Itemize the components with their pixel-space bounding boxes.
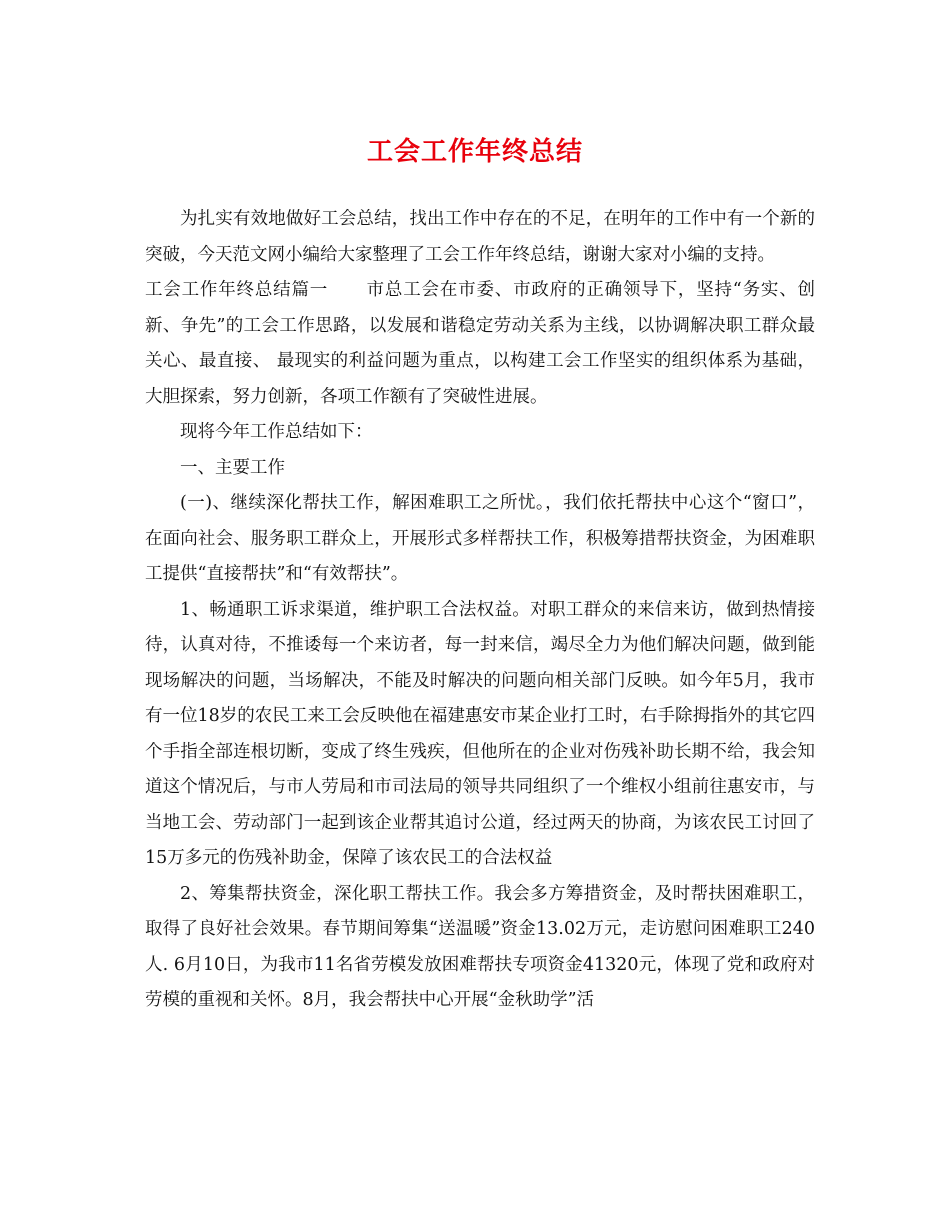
paragraph-item-one: (一)、继续深化帮扶工作，解困难职工之所忧。，我们依托帮扶中心这个“窗口”，在面向社会、服务职工群众上，开展形式多样帮扶工作，积极筹措帮扶资金，为困难职工提供“直接帮扶”和“有效帮扶”。 <box>145 493 815 584</box>
paragraph-item-2: 2、筹集帮扶资金，深化职工帮扶工作。我会多方筹措资金，及时帮扶困难职工，取得了良好社会效果。春节期间筹集“送温暖”资金13.02万元，走访慰问困难职工240人. 6月10日，为我市11名省劳模发放困难帮扶专项资金41320元，体现了党和政府对劳模的重视和关怀。8月，我会帮扶中心开展“金秋助学”活 <box>145 883 815 1010</box>
paragraph-section-one <box>145 273 815 415</box>
section-heading: 工会工作年终总结篇一 <box>145 280 329 300</box>
paragraph-item-1: 1、畅通职工诉求渠道，维护职工合法权益。对职工群众的来信来访，做到热情接待，认真对待，不推诿每一个来访者，每一封来信，竭尽全力为他们解决问题，做到能现场解决的问题，当场解决，不能及时解决的问题向相关部门反映。如今年5月，我市有一位18岁的农民工来工会反映他在福建惠安市某企业打工时，右手除拇指外的其它四个手指全部连根切断，变成了终生残疾，但他所在的企业对伤残补助长期不给，我会知道这个情况后，与市人劳局和市司法局的领导共同组织了一个维权小组前往惠安市，与当地工会、劳动部门一起到该企业帮其追讨公道，经过两天的协商，为该农民工讨回了15万多元的伤残补助金，保障了该农民工的合法权益 <box>145 599 815 868</box>
paragraph-main-work: 一、主要工作 <box>180 457 285 478</box>
section-text: 市总工会在市委、市政府的正确领导下，坚持“务实、创新、争先”的工会工作思路，以发展和谐稳定劳动关系为主线，以协调解决职工群众最关心、最直接、 最现实的利益问题为重点，以构建工会工作坚实的组织体系为基础，大胆探索，努力创新，各项工作额有了突破性进展。 <box>145 280 815 407</box>
document-body <box>145 202 815 1019</box>
paragraph-intro: 为扎实有效地做好工会总结，找出工作中存在的不足，在明年的工作中有一个新的突破，今天范文网小编给大家整理了工会工作年终总结，谢谢大家对小编的支持。 <box>145 209 815 265</box>
paragraph-summary-lead: 现将今年工作总结如下： <box>180 422 373 442</box>
document-title: 工会工作年终总结 <box>366 137 583 167</box>
